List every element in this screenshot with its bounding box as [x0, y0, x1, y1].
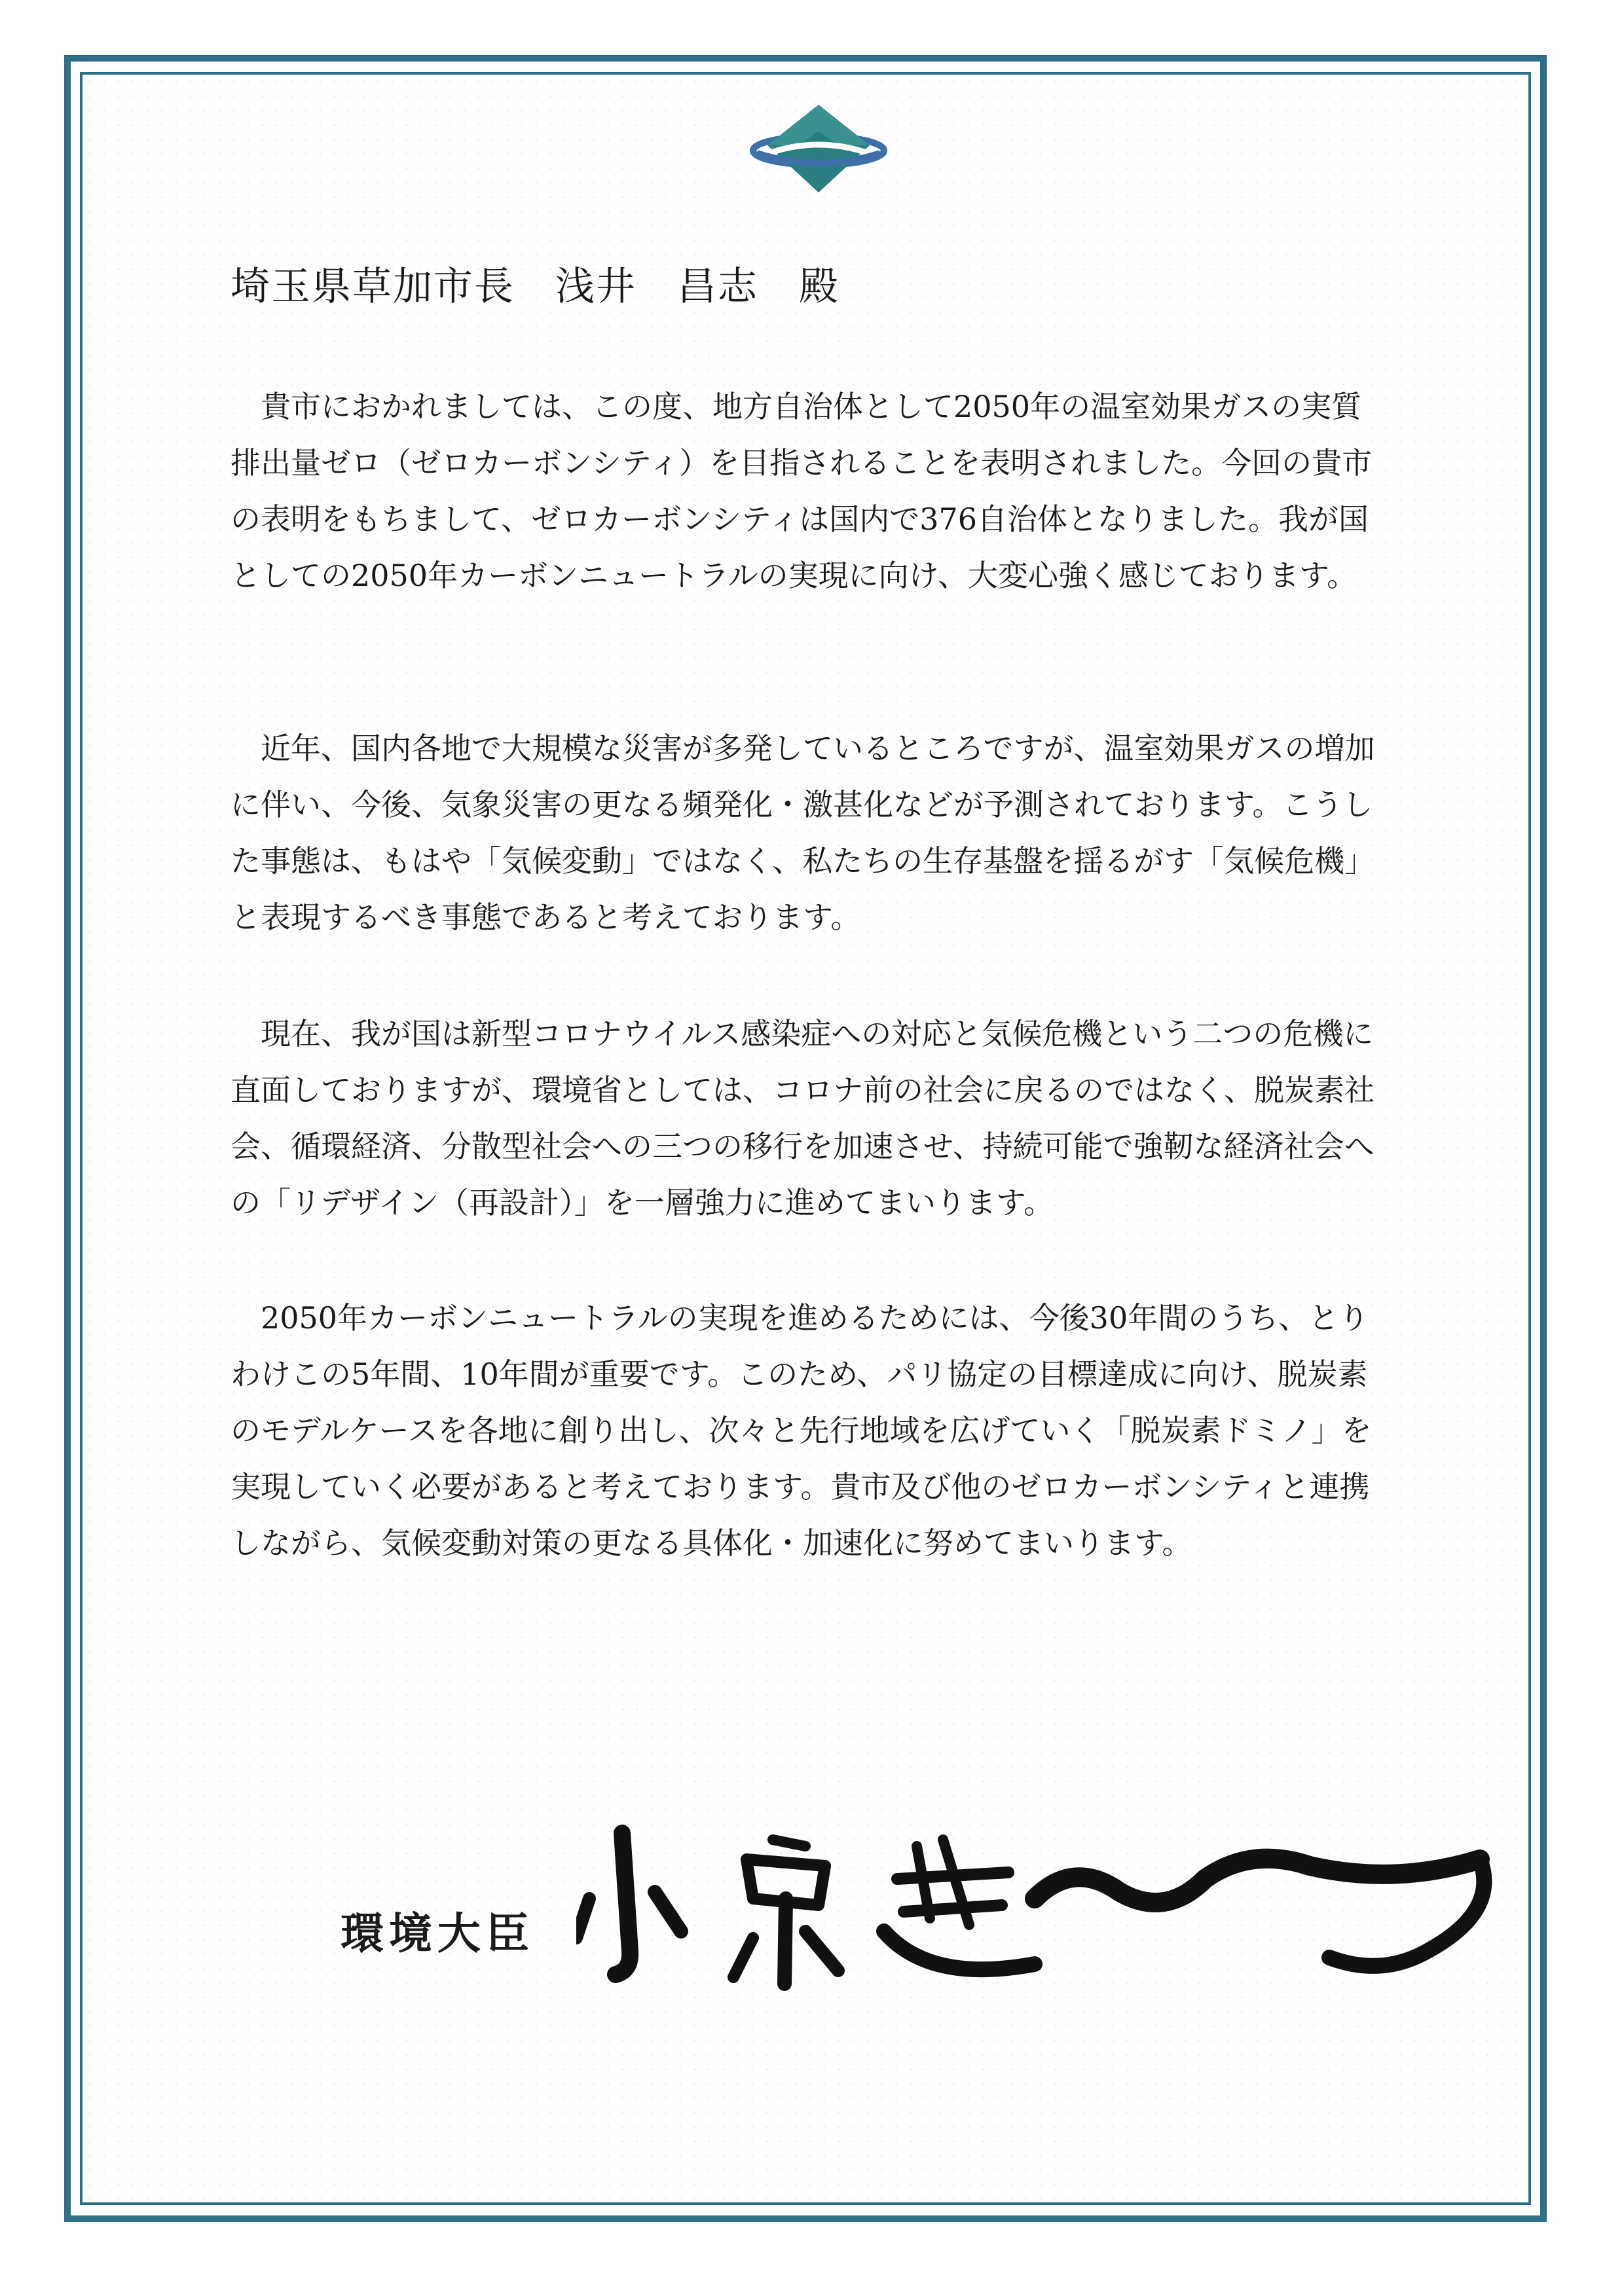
addressee-line: 埼玉県草加市長 浅井 昌志 殿	[231, 264, 840, 310]
paragraph-4: 2050年カーボンニュートラルの実現を進めるためには、今後30年間のうち、とりわけこの5年間、10年間が重要です。このため、パリ協定の目標達成に向け、脱炭素のモデルケースを各地に創り出し、次々と先行地域を広げていく「脱炭素ドミノ」を実現していく必要があると考えております。貴市及び他のゼロカーボンシティと連携しながら、気候変動対策の更なる具体化・加速化に努めてまいります。	[231, 1300, 1372, 1561]
ministry-emblem-icon	[747, 100, 891, 198]
paragraph-1: 貴市におかれましては、この度、地方自治体として2050年の温室効果ガスの実質排出量ゼロ（ゼロカーボンシティ）を目指されることを表明されました。今回の貴市の表明をもちまして、ゼロカーボンシティは国内で376自治体となりました。我が国としての2050年カーボンニュートラルの実現に向け、大変心強く感じております。	[231, 389, 1373, 593]
sender-title: 環境大臣	[341, 1908, 534, 1959]
paragraph-2: 近年、国内各地で大規模な災害が多発しているところですが、温室効果ガスの増加に伴い、今後、気象災害の更なる頻発化・激甚化などが予測されております。こうした事態は、もはや「気候変動」ではなく、私たちの生存基盤を揺るがす「気候危機」と表現するべき事態であると考えております。	[231, 731, 1375, 935]
handwritten-signature	[576, 1820, 1506, 2016]
paragraph-3: 現在、我が国は新型コロナウイルス感染症への対応と気候危機という二つの危機に直面しておりますが、環境省としては、コロナ前の社会に戻るのではなく、脱炭素社会、循環経済、分散型社会への三つの移行を加速させ、持続可能で強靭な経済社会への「リデザイン（再設計）」を一層強力に進めてまいります。	[231, 1016, 1375, 1220]
